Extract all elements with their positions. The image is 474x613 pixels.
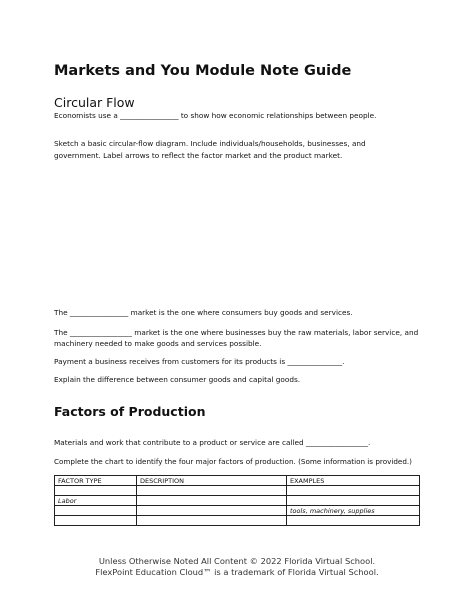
cell-factor-type: Labor [55,496,137,506]
sketch-instruction-line2: government. Label arrows to reflect the factor market and the product market. [54,151,343,160]
inputs-prompt: Materials and work that contribute to a product or service are called _________________. [54,438,371,447]
footer-copyright: Unless Otherwise Noted All Content © 2022 Florida Virtual School. [98,556,376,566]
circular-flow-prompt: Economists use a ________________ to show how economic relationships between people. [54,111,377,120]
cell-description[interactable] [137,496,287,506]
table-row [55,486,420,496]
goods-explanation-prompt: Explain the difference between consumer goods and capital goods. [54,375,301,384]
cell-examples[interactable] [287,496,420,506]
page-title: Markets and You Module Note Guide [54,63,352,79]
cell-examples: tools, machinery, supplies [287,506,420,516]
cell-examples[interactable] [287,486,420,496]
cell-factor-type[interactable] [55,486,137,496]
sketch-instruction-line1: Sketch a basic circular-flow diagram. Include individuals/households, businesses, and [54,139,366,148]
header-examples: EXAMPLES [287,476,420,486]
table-row [55,506,420,516]
revenue-prompt: Payment a business receives from customers for its products is _______________. [54,357,345,366]
table-row [55,496,420,506]
product-market-prompt: The ________________ market is the one where consumers buy goods and services. [54,308,353,317]
factor-market-prompt-line2: machinery needed to make goods and services possible. [54,339,262,348]
table-row [55,516,420,526]
cell-factor-type[interactable] [55,516,137,526]
cell-factor-type[interactable] [55,506,137,516]
chart-instruction: Complete the chart to identify the four major factors of production. (Some information is provided.) [54,457,412,466]
footer-trademark: FlexPoint Education Cloud™ is a trademark of Florida Virtual School. [95,567,379,577]
cell-description[interactable] [137,506,287,516]
section-heading-circular-flow: Circular Flow [54,95,135,110]
factors-table [54,475,420,526]
section-heading-factors: Factors of Production [54,404,206,419]
factor-market-prompt-line1: The _________________ market is the one where businesses buy the raw materials, labor service, and [54,328,419,337]
table-header-row [55,476,420,486]
header-description: DESCRIPTION [137,476,287,486]
cell-description[interactable] [137,516,287,526]
cell-description[interactable] [137,486,287,496]
header-factor-type: FACTOR TYPE [55,476,137,486]
cell-examples[interactable] [287,516,420,526]
